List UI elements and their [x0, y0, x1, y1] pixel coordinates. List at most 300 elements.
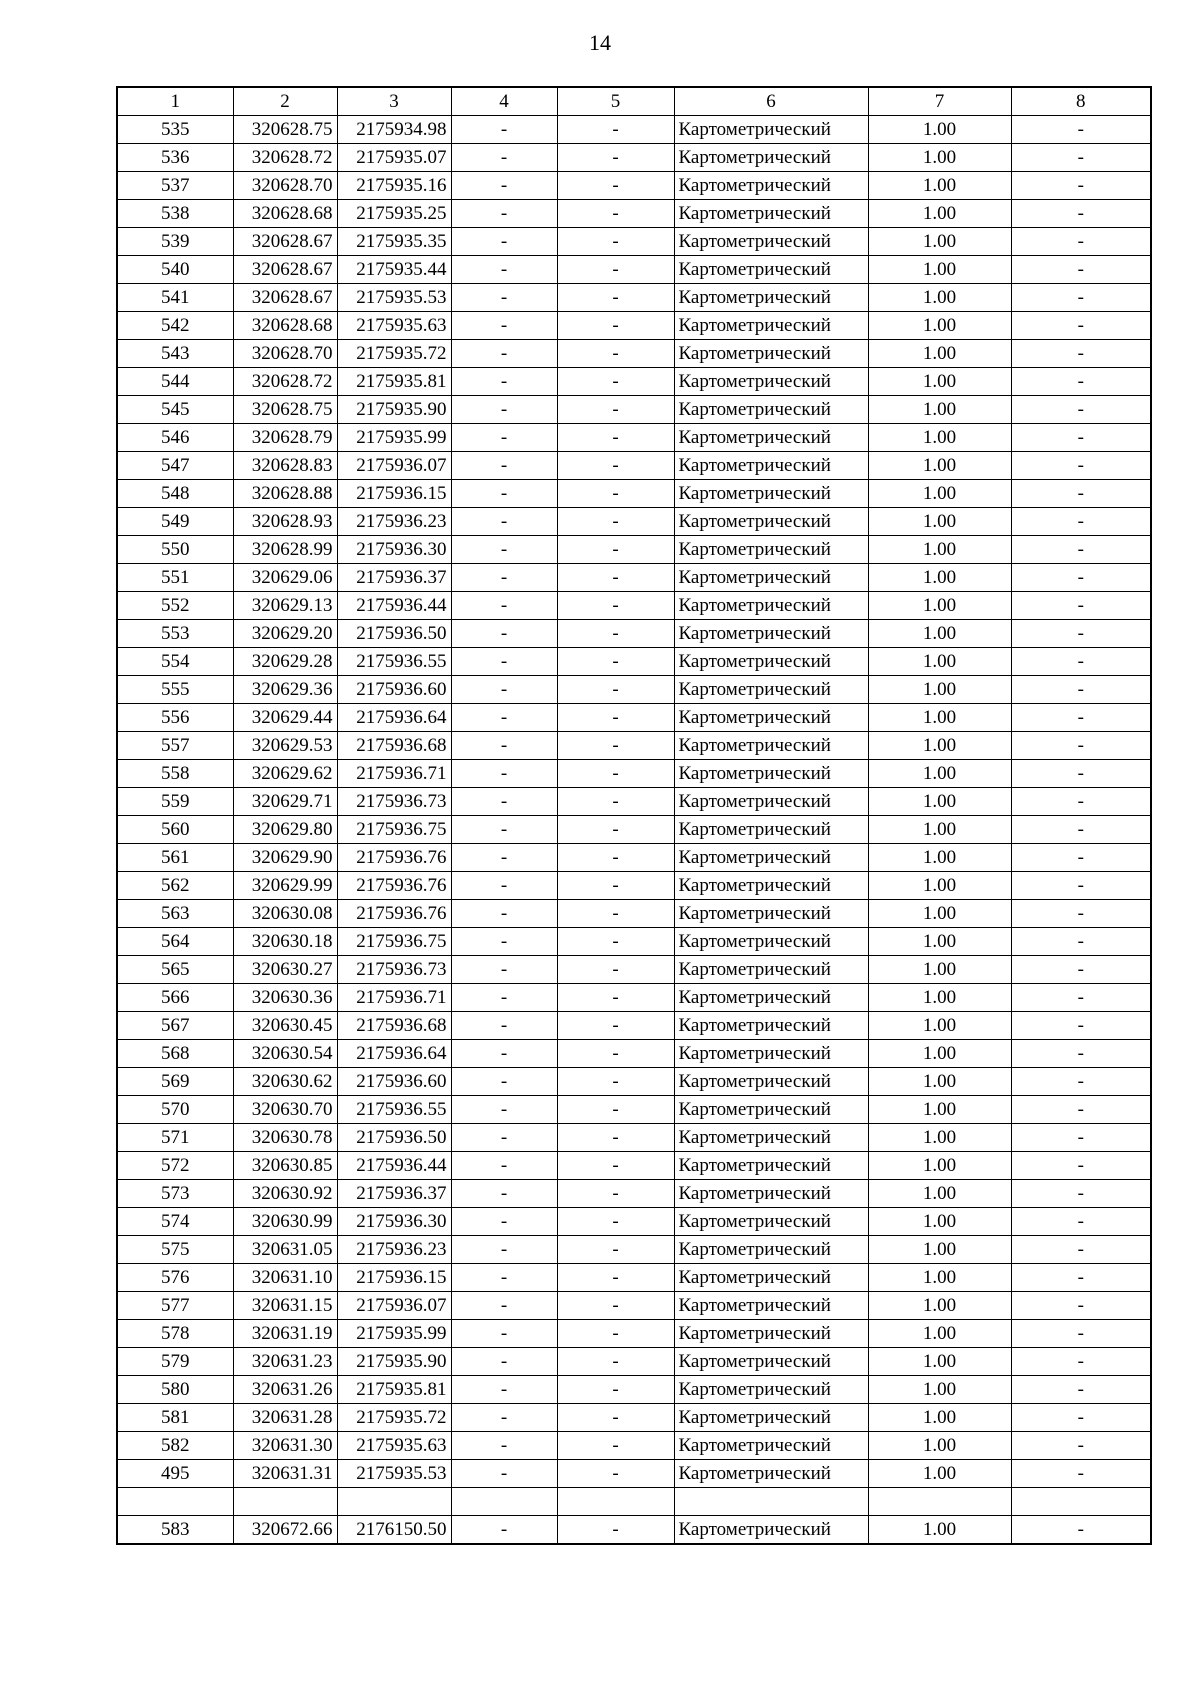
cell-col-4-value: -: [451, 1348, 557, 1376]
table-row: [117, 424, 1151, 452]
cell-y-coordinate: 2175936.68: [337, 732, 451, 760]
cell-x-coordinate: 320628.88: [233, 480, 337, 508]
cell-accuracy: 1.00: [868, 116, 1011, 144]
cell-col-5-value: -: [557, 956, 674, 984]
cell-col-8-value: -: [1011, 928, 1151, 956]
cell-x-coordinate: 320629.71: [233, 788, 337, 816]
cell-method: Картометрический: [674, 1432, 868, 1460]
cell-y-coordinate: 2175936.23: [337, 508, 451, 536]
cell-col-8-value: -: [1011, 256, 1151, 284]
table-row: [117, 144, 1151, 172]
cell-point-number: 578: [117, 1320, 233, 1348]
cell-col-8-value: -: [1011, 368, 1151, 396]
cell-col-5-value: -: [557, 396, 674, 424]
cell-y-coordinate: [337, 1488, 451, 1516]
cell-accuracy: 1.00: [868, 1320, 1011, 1348]
cell-method: Картометрический: [674, 424, 868, 452]
cell-method: Картометрический: [674, 900, 868, 928]
cell-accuracy: 1.00: [868, 1040, 1011, 1068]
cell-accuracy: 1.00: [868, 1180, 1011, 1208]
cell-point-number: 554: [117, 648, 233, 676]
cell-col-5-value: -: [557, 1152, 674, 1180]
cell-col-8-value: -: [1011, 872, 1151, 900]
cell-method: Картометрический: [674, 1152, 868, 1180]
cell-col-4-value: -: [451, 368, 557, 396]
cell-col-4-value: -: [451, 704, 557, 732]
cell-accuracy: 1.00: [868, 452, 1011, 480]
cell-col-5-value: -: [557, 508, 674, 536]
cell-x-coordinate: 320629.53: [233, 732, 337, 760]
cell-col-5-value: -: [557, 676, 674, 704]
cell-col-8-value: -: [1011, 1432, 1151, 1460]
table-row: [117, 872, 1151, 900]
cell-col-4-value: -: [451, 452, 557, 480]
cell-col-8-value: -: [1011, 844, 1151, 872]
cell-method: Картометрический: [674, 536, 868, 564]
cell-col-5-value: -: [557, 704, 674, 732]
cell-point-number: 574: [117, 1208, 233, 1236]
cell-col-8-value: -: [1011, 424, 1151, 452]
cell-accuracy: [868, 1488, 1011, 1516]
cell-y-coordinate: 2175935.07: [337, 144, 451, 172]
cell-col-5-value: -: [557, 788, 674, 816]
cell-col-4-value: -: [451, 1320, 557, 1348]
cell-x-coordinate: 320631.05: [233, 1236, 337, 1264]
cell-accuracy: 1.00: [868, 676, 1011, 704]
cell-point-number: [117, 1488, 233, 1516]
cell-method: Картометрический: [674, 984, 868, 1012]
cell-point-number: 583: [117, 1516, 233, 1545]
cell-col-4-value: -: [451, 844, 557, 872]
cell-col-5-value: -: [557, 648, 674, 676]
cell-col-5-value: -: [557, 424, 674, 452]
cell-col-8-value: -: [1011, 1376, 1151, 1404]
cell-point-number: 570: [117, 1096, 233, 1124]
cell-point-number: 551: [117, 564, 233, 592]
cell-method: Картометрический: [674, 228, 868, 256]
cell-x-coordinate: [233, 1488, 337, 1516]
cell-point-number: 552: [117, 592, 233, 620]
cell-y-coordinate: 2175936.73: [337, 788, 451, 816]
cell-accuracy: 1.00: [868, 228, 1011, 256]
cell-accuracy: 1.00: [868, 1376, 1011, 1404]
cell-col-8-value: -: [1011, 1096, 1151, 1124]
table-row: [117, 816, 1151, 844]
cell-col-4-value: -: [451, 1180, 557, 1208]
cell-point-number: 537: [117, 172, 233, 200]
cell-y-coordinate: 2175936.55: [337, 1096, 451, 1124]
cell-col-5-value: -: [557, 1236, 674, 1264]
cell-col-4-value: -: [451, 1124, 557, 1152]
cell-method: Картометрический: [674, 1404, 868, 1432]
cell-x-coordinate: 320630.78: [233, 1124, 337, 1152]
cell-col-4-value: -: [451, 1096, 557, 1124]
cell-x-coordinate: 320629.90: [233, 844, 337, 872]
cell-accuracy: 1.00: [868, 844, 1011, 872]
table-row: [117, 1180, 1151, 1208]
cell-y-coordinate: 2175936.07: [337, 1292, 451, 1320]
cell-accuracy: 1.00: [868, 1152, 1011, 1180]
cell-col-8-value: -: [1011, 760, 1151, 788]
cell-x-coordinate: 320631.30: [233, 1432, 337, 1460]
cell-point-number: 542: [117, 312, 233, 340]
cell-col-8-value: -: [1011, 1124, 1151, 1152]
cell-point-number: 541: [117, 284, 233, 312]
cell-accuracy: 1.00: [868, 1096, 1011, 1124]
cell-col-5-value: -: [557, 984, 674, 1012]
cell-accuracy: 1.00: [868, 592, 1011, 620]
cell-accuracy: 1.00: [868, 900, 1011, 928]
table-row: [117, 1152, 1151, 1180]
cell-y-coordinate: 2175936.55: [337, 648, 451, 676]
cell-accuracy: 1.00: [868, 760, 1011, 788]
cell-accuracy: 1.00: [868, 144, 1011, 172]
cell-accuracy: 1.00: [868, 1432, 1011, 1460]
cell-accuracy: 1.00: [868, 536, 1011, 564]
cell-point-number: 544: [117, 368, 233, 396]
cell-method: Картометрический: [674, 592, 868, 620]
cell-col-8-value: -: [1011, 592, 1151, 620]
cell-col-4-value: -: [451, 648, 557, 676]
cell-point-number: 577: [117, 1292, 233, 1320]
cell-point-number: 549: [117, 508, 233, 536]
cell-col-8-value: -: [1011, 788, 1151, 816]
cell-accuracy: 1.00: [868, 1068, 1011, 1096]
cell-y-coordinate: 2175936.64: [337, 1040, 451, 1068]
cell-col-8-value: -: [1011, 1404, 1151, 1432]
cell-point-number: 547: [117, 452, 233, 480]
cell-col-8-value: -: [1011, 144, 1151, 172]
cell-col-5-value: -: [557, 1320, 674, 1348]
table-row: [117, 200, 1151, 228]
cell-accuracy: 1.00: [868, 732, 1011, 760]
cell-x-coordinate: 320630.62: [233, 1068, 337, 1096]
cell-col-4-value: -: [451, 760, 557, 788]
cell-col-8-value: -: [1011, 508, 1151, 536]
cell-method: Картометрический: [674, 1320, 868, 1348]
cell-accuracy: 1.00: [868, 564, 1011, 592]
cell-y-coordinate: 2175935.72: [337, 1404, 451, 1432]
cell-y-coordinate: 2175936.75: [337, 928, 451, 956]
cell-method: Картометрический: [674, 284, 868, 312]
cell-accuracy: 1.00: [868, 956, 1011, 984]
cell-method: Картометрический: [674, 1460, 868, 1488]
cell-accuracy: 1.00: [868, 1348, 1011, 1376]
cell-col-5-value: -: [557, 564, 674, 592]
cell-col-4-value: -: [451, 256, 557, 284]
cell-col-4-value: [451, 1488, 557, 1516]
cell-accuracy: 1.00: [868, 1460, 1011, 1488]
cell-col-5-value: -: [557, 1012, 674, 1040]
table-row: [117, 732, 1151, 760]
cell-col-5-value: -: [557, 928, 674, 956]
cell-col-5-value: [557, 1488, 674, 1516]
cell-col-4-value: -: [451, 1152, 557, 1180]
cell-col-4-value: -: [451, 872, 557, 900]
cell-point-number: 576: [117, 1264, 233, 1292]
cell-col-4-value: -: [451, 900, 557, 928]
cell-point-number: 555: [117, 676, 233, 704]
cell-col-5-value: -: [557, 144, 674, 172]
cell-accuracy: 1.00: [868, 256, 1011, 284]
cell-x-coordinate: 320628.67: [233, 284, 337, 312]
cell-x-coordinate: 320631.19: [233, 1320, 337, 1348]
cell-accuracy: 1.00: [868, 704, 1011, 732]
table-row: [117, 256, 1151, 284]
cell-point-number: 535: [117, 116, 233, 144]
cell-point-number: 561: [117, 844, 233, 872]
cell-col-4-value: -: [451, 788, 557, 816]
cell-x-coordinate: 320672.66: [233, 1516, 337, 1545]
cell-point-number: 545: [117, 396, 233, 424]
cell-x-coordinate: 320630.70: [233, 1096, 337, 1124]
cell-point-number: 566: [117, 984, 233, 1012]
cell-method: Картометрический: [674, 144, 868, 172]
cell-method: Картометрический: [674, 1040, 868, 1068]
cell-point-number: 539: [117, 228, 233, 256]
cell-y-coordinate: 2175936.50: [337, 620, 451, 648]
cell-x-coordinate: 320628.79: [233, 424, 337, 452]
cell-x-coordinate: 320631.10: [233, 1264, 337, 1292]
cell-accuracy: 1.00: [868, 1208, 1011, 1236]
cell-col-8-value: -: [1011, 1516, 1151, 1545]
cell-col-4-value: -: [451, 564, 557, 592]
cell-x-coordinate: 320628.67: [233, 228, 337, 256]
cell-method: Картометрический: [674, 508, 868, 536]
cell-col-5-value: -: [557, 760, 674, 788]
cell-y-coordinate: 2175935.99: [337, 1320, 451, 1348]
cell-x-coordinate: 320629.80: [233, 816, 337, 844]
cell-y-coordinate: 2175936.64: [337, 704, 451, 732]
cell-method: Картометрический: [674, 368, 868, 396]
cell-x-coordinate: 320628.72: [233, 368, 337, 396]
cell-point-number: 564: [117, 928, 233, 956]
cell-accuracy: 1.00: [868, 928, 1011, 956]
cell-col-4-value: -: [451, 1404, 557, 1432]
cell-x-coordinate: 320628.72: [233, 144, 337, 172]
table-row: [117, 1320, 1151, 1348]
column-header-7: 7: [868, 87, 1011, 116]
cell-col-5-value: -: [557, 228, 674, 256]
cell-x-coordinate: 320629.28: [233, 648, 337, 676]
cell-point-number: 569: [117, 1068, 233, 1096]
cell-y-coordinate: 2175936.15: [337, 1264, 451, 1292]
cell-method: Картометрический: [674, 200, 868, 228]
table-row: [117, 1264, 1151, 1292]
cell-col-8-value: [1011, 1488, 1151, 1516]
cell-y-coordinate: 2175936.71: [337, 984, 451, 1012]
cell-col-5-value: -: [557, 172, 674, 200]
cell-x-coordinate: 320630.18: [233, 928, 337, 956]
cell-y-coordinate: 2175936.60: [337, 1068, 451, 1096]
table-row: [117, 1488, 1151, 1516]
cell-x-coordinate: 320630.45: [233, 1012, 337, 1040]
table-row: [117, 1208, 1151, 1236]
cell-point-number: 573: [117, 1180, 233, 1208]
table-row: [117, 900, 1151, 928]
cell-accuracy: 1.00: [868, 1516, 1011, 1545]
cell-col-8-value: -: [1011, 172, 1151, 200]
cell-x-coordinate: 320628.83: [233, 452, 337, 480]
cell-method: Картометрический: [674, 956, 868, 984]
cell-col-4-value: -: [451, 340, 557, 368]
cell-x-coordinate: 320630.36: [233, 984, 337, 1012]
cell-method: Картометрический: [674, 312, 868, 340]
cell-method: [674, 1488, 868, 1516]
cell-method: Картометрический: [674, 1096, 868, 1124]
cell-col-8-value: -: [1011, 816, 1151, 844]
table-row: [117, 368, 1151, 396]
cell-point-number: 571: [117, 1124, 233, 1152]
cell-method: Картометрический: [674, 452, 868, 480]
cell-accuracy: 1.00: [868, 1236, 1011, 1264]
cell-col-5-value: -: [557, 732, 674, 760]
cell-col-4-value: -: [451, 984, 557, 1012]
table-row: [117, 844, 1151, 872]
cell-col-8-value: -: [1011, 1348, 1151, 1376]
table-row: [117, 1432, 1151, 1460]
cell-method: Картометрический: [674, 620, 868, 648]
column-header-4: 4: [451, 87, 557, 116]
table-row: [117, 648, 1151, 676]
cell-col-4-value: -: [451, 816, 557, 844]
cell-col-4-value: -: [451, 200, 557, 228]
cell-point-number: 575: [117, 1236, 233, 1264]
cell-method: Картометрический: [674, 564, 868, 592]
cell-method: Картометрический: [674, 872, 868, 900]
cell-y-coordinate: 2175935.53: [337, 284, 451, 312]
table-row: [117, 1124, 1151, 1152]
cell-col-5-value: -: [557, 340, 674, 368]
cell-point-number: 546: [117, 424, 233, 452]
table-row: [117, 536, 1151, 564]
cell-col-8-value: -: [1011, 676, 1151, 704]
table-row: [117, 788, 1151, 816]
cell-y-coordinate: 2175935.90: [337, 396, 451, 424]
cell-col-8-value: -: [1011, 1068, 1151, 1096]
cell-point-number: 495: [117, 1460, 233, 1488]
cell-method: Картометрический: [674, 676, 868, 704]
cell-x-coordinate: 320629.36: [233, 676, 337, 704]
cell-method: Картометрический: [674, 1068, 868, 1096]
column-header-5: 5: [557, 87, 674, 116]
cell-col-5-value: -: [557, 900, 674, 928]
cell-accuracy: 1.00: [868, 788, 1011, 816]
cell-method: Картометрический: [674, 1208, 868, 1236]
cell-method: Картометрический: [674, 648, 868, 676]
cell-accuracy: 1.00: [868, 508, 1011, 536]
cell-col-4-value: -: [451, 1292, 557, 1320]
table-row: [117, 760, 1151, 788]
cell-accuracy: 1.00: [868, 648, 1011, 676]
cell-method: Картометрический: [674, 172, 868, 200]
cell-accuracy: 1.00: [868, 872, 1011, 900]
cell-col-5-value: -: [557, 1180, 674, 1208]
cell-method: Картометрический: [674, 1292, 868, 1320]
cell-col-8-value: -: [1011, 1040, 1151, 1068]
table-row: [117, 620, 1151, 648]
cell-col-5-value: -: [557, 872, 674, 900]
cell-col-4-value: -: [451, 536, 557, 564]
cell-col-4-value: -: [451, 312, 557, 340]
cell-col-5-value: -: [557, 1460, 674, 1488]
table-row: [117, 396, 1151, 424]
cell-col-5-value: -: [557, 620, 674, 648]
table-row: [117, 676, 1151, 704]
cell-y-coordinate: 2175936.30: [337, 536, 451, 564]
cell-col-4-value: -: [451, 1040, 557, 1068]
cell-accuracy: 1.00: [868, 396, 1011, 424]
cell-accuracy: 1.00: [868, 312, 1011, 340]
table-row: [117, 956, 1151, 984]
cell-x-coordinate: 320631.28: [233, 1404, 337, 1432]
cell-y-coordinate: 2175935.81: [337, 368, 451, 396]
cell-col-8-value: -: [1011, 1208, 1151, 1236]
cell-point-number: 568: [117, 1040, 233, 1068]
cell-point-number: 558: [117, 760, 233, 788]
table-row: [117, 1096, 1151, 1124]
cell-col-5-value: -: [557, 536, 674, 564]
cell-accuracy: 1.00: [868, 620, 1011, 648]
cell-col-5-value: -: [557, 116, 674, 144]
table-row: [117, 172, 1151, 200]
cell-col-4-value: -: [451, 676, 557, 704]
cell-col-4-value: -: [451, 508, 557, 536]
cell-y-coordinate: 2175936.60: [337, 676, 451, 704]
table-row: [117, 1068, 1151, 1096]
cell-method: Картометрический: [674, 760, 868, 788]
cell-col-5-value: -: [557, 1376, 674, 1404]
cell-col-8-value: -: [1011, 1264, 1151, 1292]
cell-col-4-value: -: [451, 172, 557, 200]
cell-col-4-value: -: [451, 1376, 557, 1404]
cell-y-coordinate: 2175935.16: [337, 172, 451, 200]
cell-y-coordinate: 2175934.98: [337, 116, 451, 144]
cell-col-5-value: -: [557, 368, 674, 396]
cell-method: Картометрический: [674, 340, 868, 368]
table-row: [117, 1236, 1151, 1264]
cell-x-coordinate: 320628.70: [233, 340, 337, 368]
cell-method: Картометрический: [674, 1124, 868, 1152]
table-row: [117, 564, 1151, 592]
cell-method: Картометрический: [674, 816, 868, 844]
cell-point-number: 567: [117, 1012, 233, 1040]
cell-col-8-value: -: [1011, 564, 1151, 592]
table-header-row: [117, 87, 1151, 116]
cell-method: Картометрический: [674, 396, 868, 424]
cell-col-8-value: -: [1011, 704, 1151, 732]
cell-method: Картометрический: [674, 1348, 868, 1376]
cell-y-coordinate: 2175935.25: [337, 200, 451, 228]
cell-method: Картометрический: [674, 1516, 868, 1545]
cell-y-coordinate: 2175935.44: [337, 256, 451, 284]
cell-y-coordinate: 2175935.90: [337, 1348, 451, 1376]
table-body: [117, 116, 1151, 1545]
cell-col-5-value: -: [557, 844, 674, 872]
cell-x-coordinate: 320631.23: [233, 1348, 337, 1376]
cell-y-coordinate: 2175935.35: [337, 228, 451, 256]
cell-y-coordinate: 2175936.76: [337, 872, 451, 900]
coordinates-table: [116, 86, 1152, 1545]
cell-x-coordinate: 320629.06: [233, 564, 337, 592]
cell-y-coordinate: 2175936.44: [337, 592, 451, 620]
table-row: [117, 1376, 1151, 1404]
cell-col-4-value: -: [451, 228, 557, 256]
cell-col-5-value: -: [557, 1068, 674, 1096]
cell-y-coordinate: 2175936.44: [337, 1152, 451, 1180]
cell-col-8-value: -: [1011, 1152, 1151, 1180]
cell-col-4-value: -: [451, 116, 557, 144]
